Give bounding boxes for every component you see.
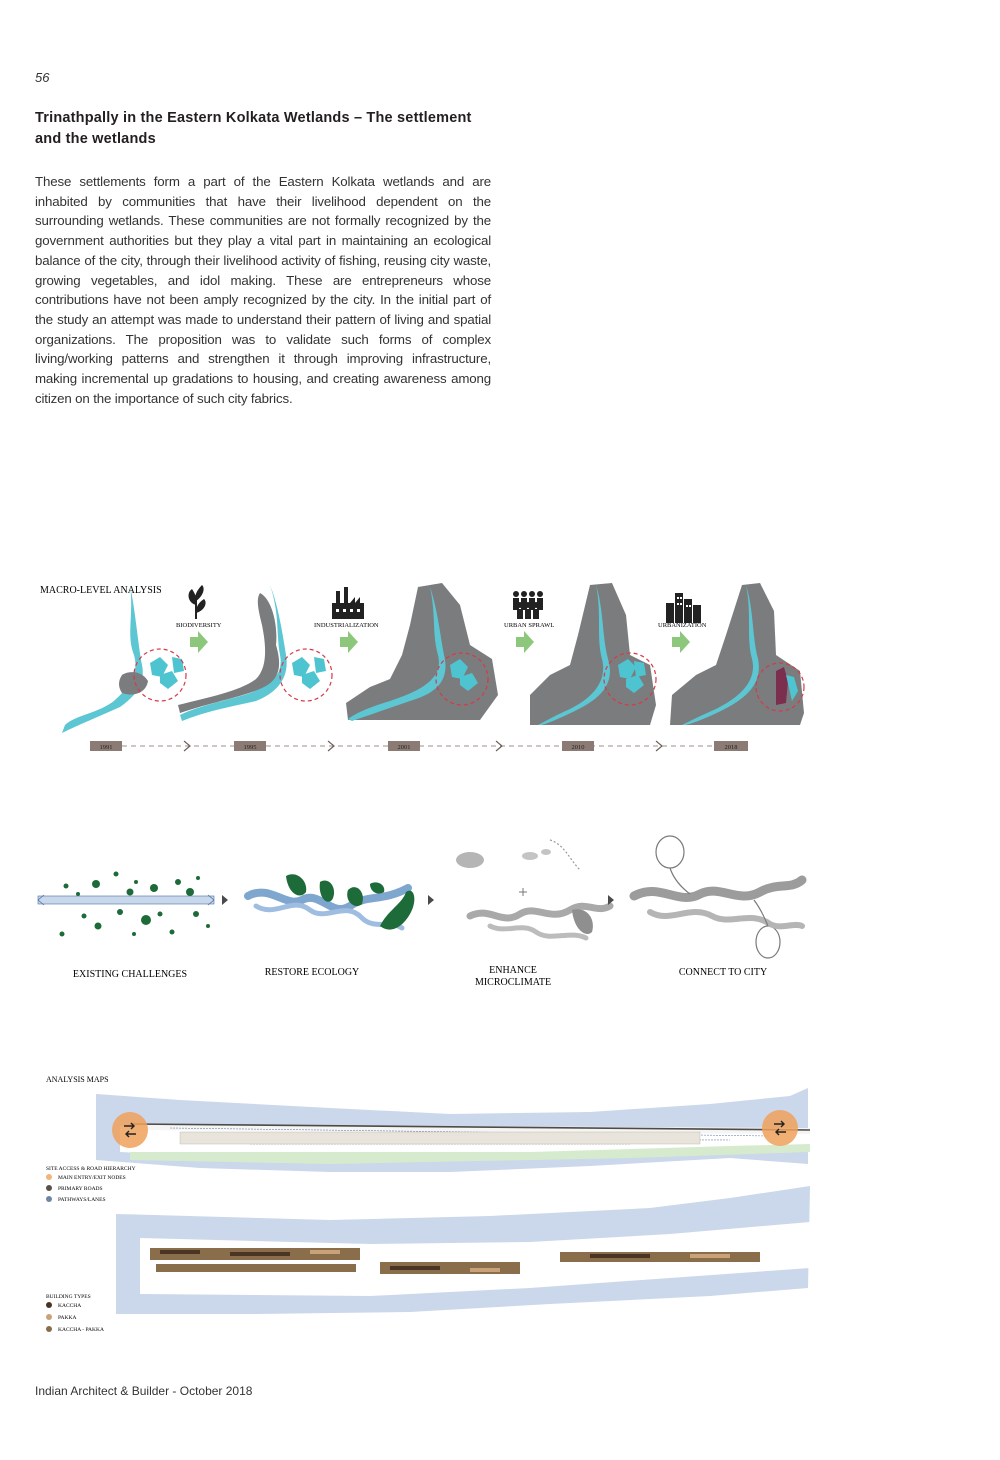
svg-text:2010: 2010	[571, 744, 585, 751]
legend-building-types	[46, 1294, 104, 1333]
map-2001	[346, 583, 498, 721]
stage-label: URBAN SPRAWL	[504, 622, 555, 629]
stage-industrialization	[314, 587, 379, 653]
stage-urbanization	[658, 593, 707, 653]
entry-node-west	[112, 1112, 148, 1148]
stage-label: INDUSTRIALIZATION	[314, 622, 379, 629]
year-1995	[234, 741, 266, 751]
macro-level-analysis-figure	[30, 575, 820, 760]
step-label: RESTORE ECOLOGY	[264, 967, 360, 978]
step-existing-challenges	[38, 872, 214, 981]
arrow-icon	[672, 631, 690, 653]
article-body: These settlements form a part of the Eastern Kolkata wetlands and are inhabited by communities that have their livelihood dependent on the surrounding wetlands. These communities are not formally recognized by the government authorities but they play a vital part in maintaining an ecological balance of the city, through their livelihood activity of fishing, reusing city waste, growing vegetables, and idol making. These are entrepreneurs whose contributions have not been amply recognized by the city. In the initial part of the study an attempt was made to understand their pattern of living and spatial organizations. The proposition was to validate such forms of complex living/working patterns and strengthen it through improving infrastructure, making incremental up gradations to housing, and creating awareness among citizen on the importance of such city fabrics.	[35, 174, 491, 406]
year-2018	[714, 741, 748, 751]
entry-node-east	[762, 1110, 798, 1146]
building-types-map	[116, 1186, 810, 1314]
step-label: EXISTING CHALLENGES	[72, 969, 188, 980]
arrow-icon	[340, 631, 358, 653]
stage-label: BIODIVERSITY	[176, 622, 222, 629]
page-number: 56	[35, 70, 50, 85]
people-icon	[513, 591, 543, 619]
leaf-icon	[189, 585, 206, 619]
step-connect-to-city	[634, 836, 802, 978]
legend-title: SITE ACCESS & ROAD HIERARCHY	[46, 1166, 136, 1172]
year-2001	[388, 741, 420, 751]
legend-item: PAKKA	[58, 1315, 77, 1321]
arrow-icon	[516, 631, 534, 653]
svg-text:1995: 1995	[243, 744, 257, 751]
stage-urban-sprawl	[504, 591, 554, 653]
arrow-icon	[428, 895, 434, 905]
legend-site-access	[46, 1166, 136, 1203]
timeline	[90, 741, 748, 751]
legend-item: KACCHA - PAKKA	[58, 1327, 104, 1333]
analysis-heading: ANALYSIS MAPS	[46, 1075, 109, 1084]
svg-text:2001: 2001	[397, 744, 411, 751]
svg-text:1991: 1991	[99, 744, 113, 751]
arrow-icon	[222, 895, 228, 905]
year-1991	[90, 741, 122, 751]
arrow-icon	[190, 631, 208, 653]
legend-item: PATHWAYS/LANES	[58, 1197, 106, 1203]
step-restore-ecology	[248, 874, 414, 978]
article-title: Trinathpally in the Eastern Kolkata Wetlands – The settlement and the wetlands	[35, 110, 472, 147]
step-label-line2: MICROCLIMATE	[474, 977, 552, 988]
site-access-map	[96, 1088, 810, 1172]
stage-biodiversity	[176, 585, 222, 653]
factory-icon	[332, 587, 364, 619]
legend-title: BUILDING TYPES	[46, 1294, 91, 1300]
map-2010	[530, 583, 656, 725]
buildings-icon	[666, 593, 701, 623]
page-footer: Indian Architect & Builder - October 2018	[35, 1384, 253, 1398]
legend-item: PRIMARY ROADS	[58, 1186, 103, 1192]
analysis-maps-figure	[30, 1068, 820, 1348]
map-1991	[62, 585, 186, 733]
step-enhance-microclimate	[456, 840, 610, 988]
macro-heading: MACRO-LEVEL ANALYSIS	[40, 585, 162, 596]
step-label: CONNECT TO CITY	[678, 967, 768, 978]
step-label: ENHANCE	[489, 965, 537, 976]
legend-item: MAIN ENTRY/EXIT NODES	[58, 1175, 126, 1181]
year-2010	[562, 741, 594, 751]
strategy-diagram	[30, 830, 820, 995]
legend-item: KACCHA	[58, 1303, 82, 1309]
svg-text:2018: 2018	[724, 744, 738, 751]
stage-label: URBANIZATION	[658, 622, 707, 629]
